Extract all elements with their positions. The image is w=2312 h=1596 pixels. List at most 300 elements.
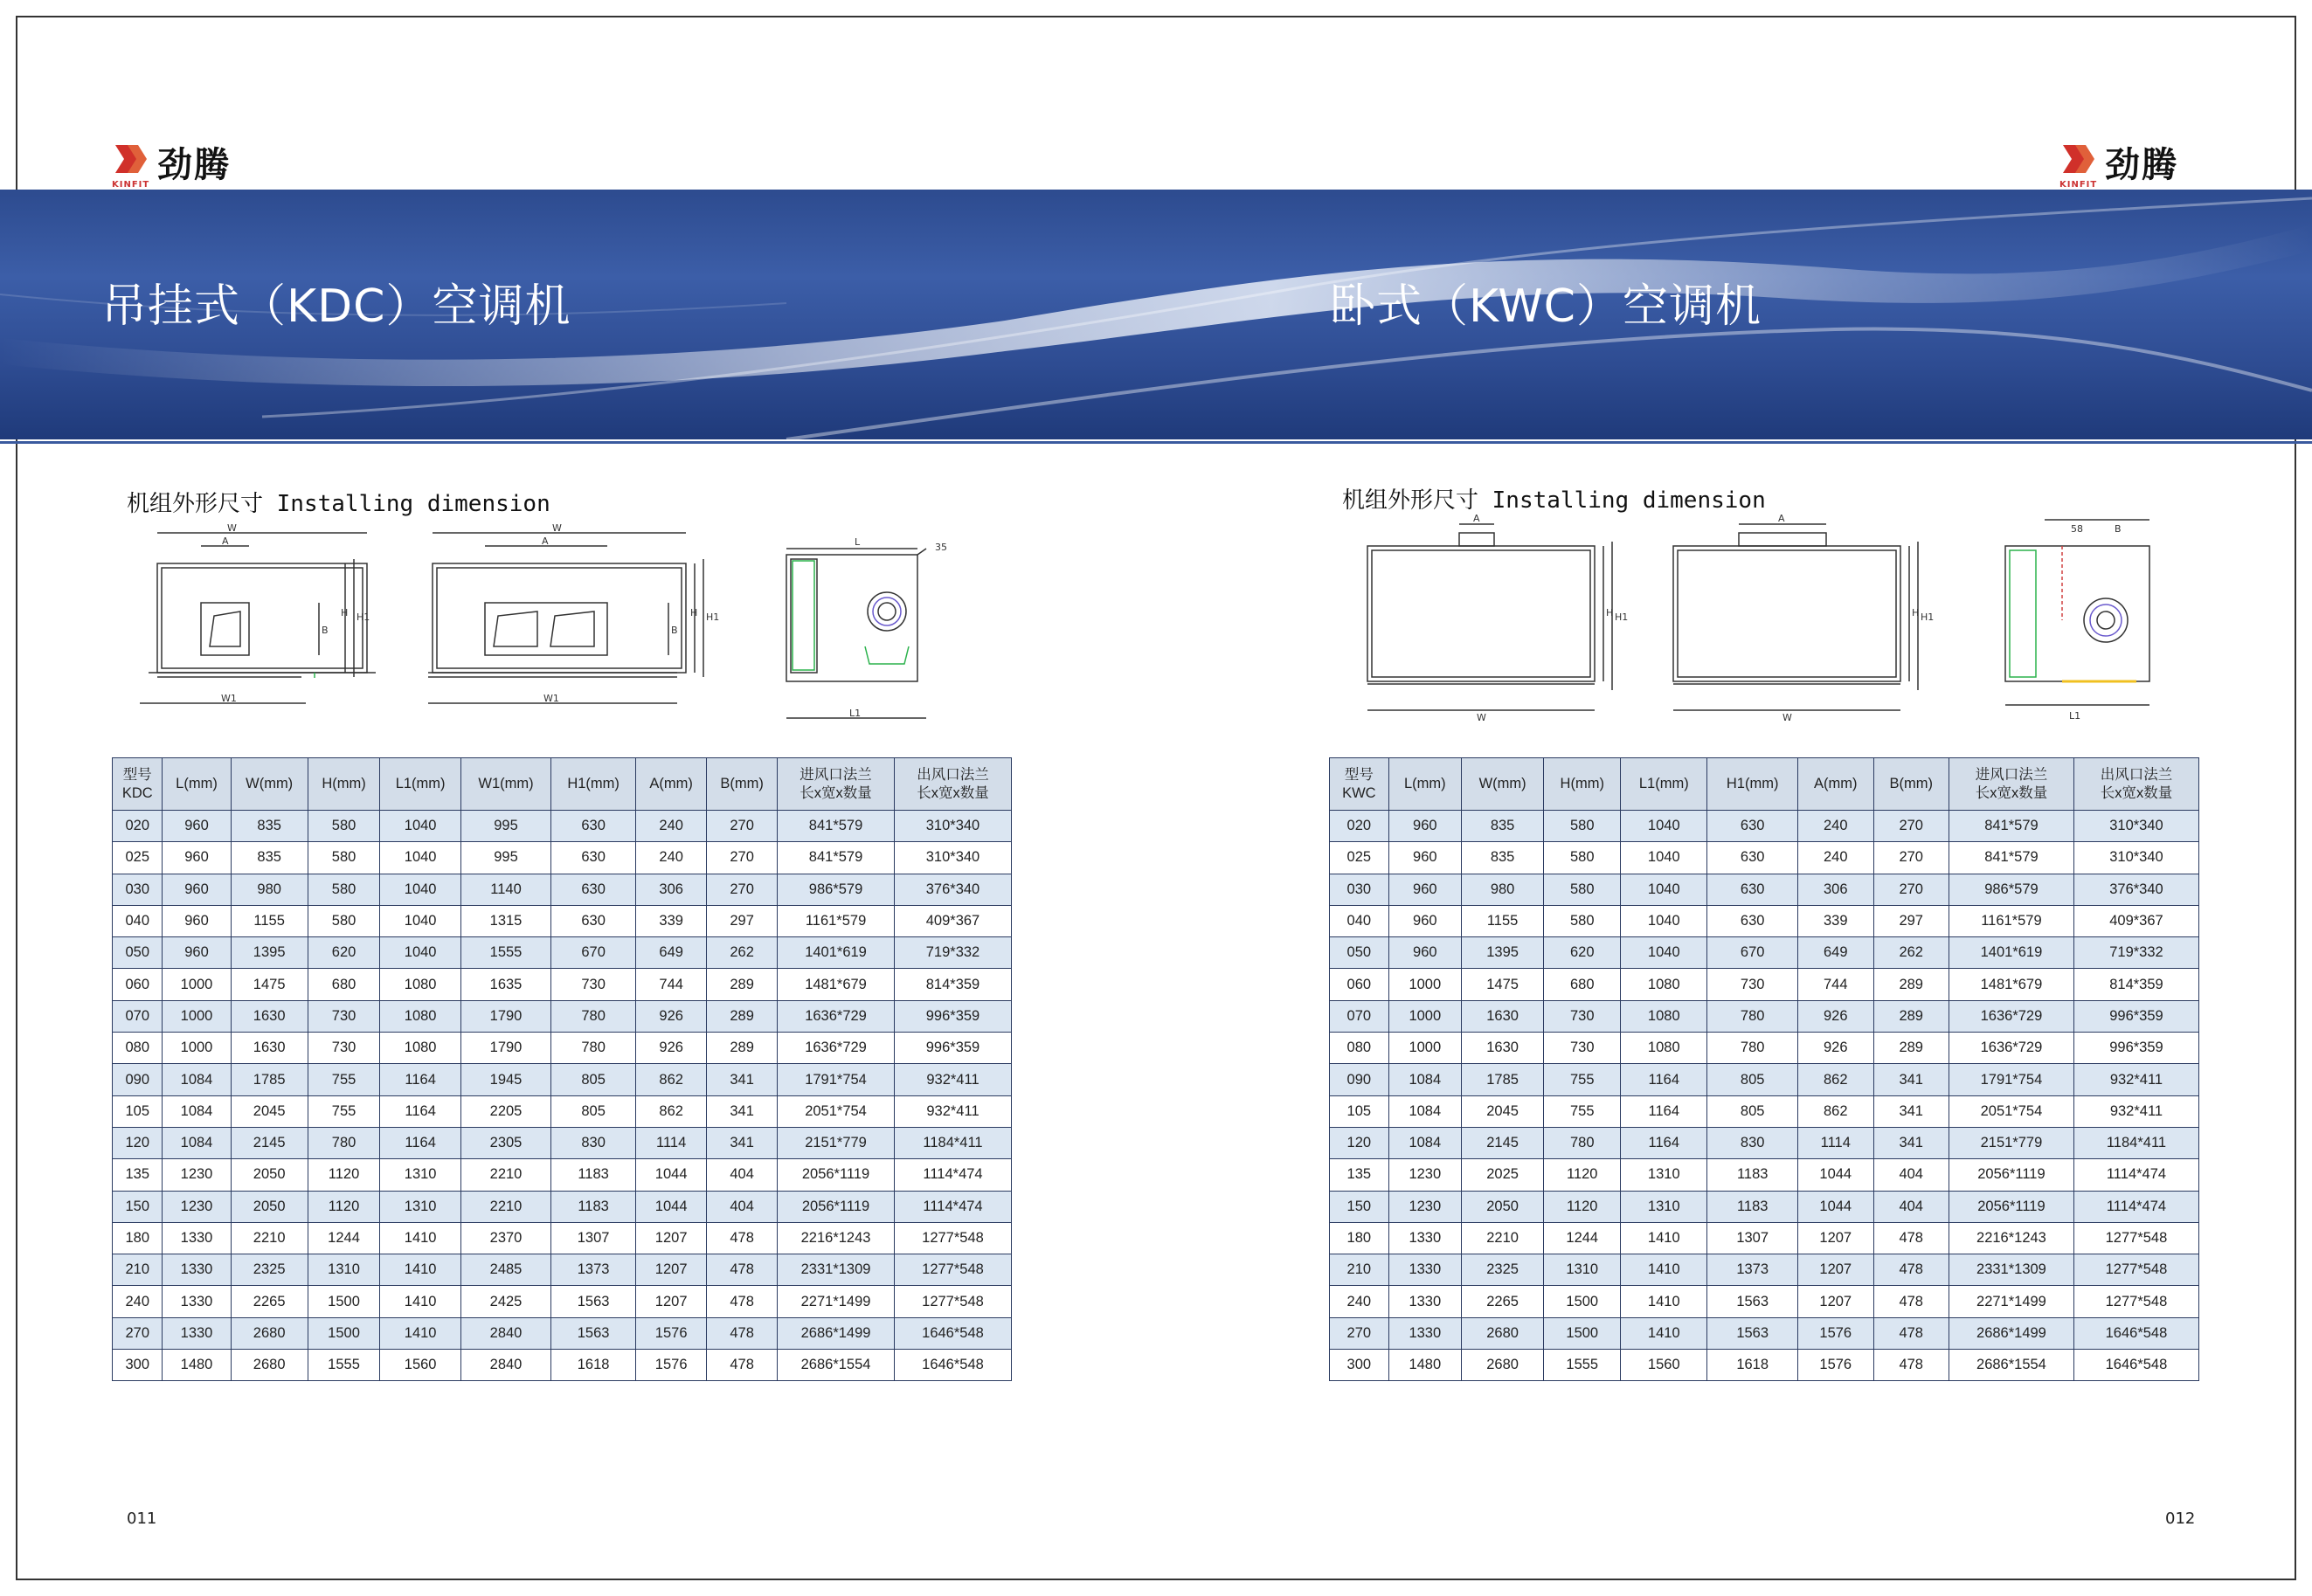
table-cell: 1646*548 — [2073, 1350, 2198, 1381]
table-header-cell: L1(mm) — [380, 758, 461, 811]
table-cell: 289 — [1873, 1033, 1949, 1064]
table-cell: 862 — [636, 1095, 707, 1127]
table-cell: 210 — [113, 1254, 163, 1286]
table-cell: 1785 — [231, 1064, 308, 1095]
table-cell: 478 — [707, 1350, 778, 1381]
table-cell: 1630 — [1461, 1000, 1543, 1032]
table-cell: 060 — [113, 969, 163, 1000]
table-cell: 744 — [636, 969, 707, 1000]
table-cell: 932*411 — [895, 1095, 1012, 1127]
table-cell: 2325 — [1461, 1254, 1543, 1286]
table-row — [113, 905, 1012, 936]
table-cell: 1330 — [163, 1222, 231, 1254]
table-cell: 135 — [113, 1159, 163, 1191]
right-page-number: 012 — [2165, 1510, 2196, 1528]
kdc-spec-table — [112, 757, 1012, 1381]
table-cell: 1044 — [1798, 1191, 1873, 1222]
table-cell: 995 — [461, 811, 551, 842]
table-cell: 1646*548 — [2073, 1317, 2198, 1349]
table-header-cell: H(mm) — [1544, 758, 1621, 811]
table-cell: 1307 — [1707, 1222, 1798, 1254]
table-cell: 2025 — [1461, 1159, 1543, 1191]
table-row — [113, 1254, 1012, 1286]
table-cell: 2680 — [1461, 1317, 1543, 1349]
table-cell: 1480 — [1388, 1350, 1461, 1381]
table-cell: 1310 — [1544, 1254, 1621, 1286]
table-cell: 814*359 — [2073, 969, 2198, 1000]
table-row — [113, 1033, 1012, 1064]
table-cell: 1230 — [1388, 1159, 1461, 1191]
dim-w-label: W — [1477, 712, 1486, 723]
table-cell: 1277*548 — [895, 1286, 1012, 1317]
table-cell: 2056*1119 — [778, 1159, 895, 1191]
table-cell: 1080 — [380, 1033, 461, 1064]
brand-sub: KINFIT — [112, 180, 150, 190]
table-cell: 980 — [1461, 874, 1543, 905]
table-cell: 805 — [551, 1095, 636, 1127]
table-cell: 080 — [113, 1033, 163, 1064]
table-cell: 1080 — [1621, 1000, 1707, 1032]
table-row — [113, 811, 1012, 842]
table-cell: 580 — [1544, 874, 1621, 905]
table-cell: 1000 — [1388, 1000, 1461, 1032]
table-cell: 960 — [1388, 842, 1461, 874]
table-cell: 289 — [1873, 1000, 1949, 1032]
table-cell: 1040 — [1621, 811, 1707, 842]
table-cell: 1310 — [380, 1191, 461, 1222]
left-section-title: 机组外形尺寸 Installing dimension — [127, 491, 550, 517]
banner-underline — [0, 441, 2312, 444]
table-cell: 2331*1309 — [1949, 1254, 2073, 1286]
table-cell: 2045 — [1461, 1095, 1543, 1127]
table-cell: 270 — [113, 1317, 163, 1349]
table-header-cell: 型号 KWC — [1330, 758, 1389, 811]
table-cell: 1183 — [551, 1159, 636, 1191]
table-cell: 1230 — [1388, 1191, 1461, 1222]
left-page-title: 吊挂式（KDC）空调机 — [101, 280, 571, 333]
table-cell: 1040 — [1621, 842, 1707, 874]
table-row — [1330, 1222, 2199, 1254]
dim-58-label: 58 — [2071, 523, 2083, 535]
table-cell: 1790 — [461, 1033, 551, 1064]
table-cell: 306 — [1798, 874, 1873, 905]
table-cell: 1230 — [163, 1191, 231, 1222]
table-cell: 960 — [1388, 811, 1461, 842]
table-row — [113, 1191, 1012, 1222]
table-cell: 2151*779 — [1949, 1127, 2073, 1158]
table-cell: 630 — [1707, 842, 1798, 874]
table-cell: 1277*548 — [895, 1254, 1012, 1286]
table-cell: 270 — [707, 874, 778, 905]
table-cell: 1164 — [1621, 1095, 1707, 1127]
table-cell: 1183 — [1707, 1191, 1798, 1222]
table-header-cell: H1(mm) — [551, 758, 636, 811]
table-cell: 2425 — [461, 1286, 551, 1317]
table-cell: 341 — [707, 1064, 778, 1095]
table-cell: 1184*411 — [895, 1127, 1012, 1158]
table-cell: 240 — [1798, 842, 1873, 874]
table-cell: 300 — [1330, 1350, 1389, 1381]
table-cell: 1330 — [163, 1254, 231, 1286]
table-header-cell: W(mm) — [1461, 758, 1543, 811]
table-row — [1330, 969, 2199, 1000]
table-cell: 2485 — [461, 1254, 551, 1286]
table-row — [113, 1222, 1012, 1254]
table-cell: 841*579 — [1949, 842, 2073, 874]
table-row — [1330, 1064, 2199, 1095]
table-cell: 1636*729 — [1949, 1000, 2073, 1032]
table-cell: 835 — [231, 811, 308, 842]
table-cell: 932*411 — [2073, 1095, 2198, 1127]
table-header-cell: W1(mm) — [461, 758, 551, 811]
table-cell: 1164 — [380, 1127, 461, 1158]
table-header-cell: H(mm) — [308, 758, 379, 811]
table-cell: 1500 — [308, 1317, 379, 1349]
table-cell: 2325 — [231, 1254, 308, 1286]
table-cell: 1040 — [1621, 905, 1707, 936]
table-cell: 341 — [707, 1127, 778, 1158]
table-cell: 1184*411 — [2073, 1127, 2198, 1158]
kdc-dimension-drawings — [131, 524, 961, 734]
table-cell: 1230 — [163, 1159, 231, 1191]
table-cell: 1183 — [551, 1191, 636, 1222]
table-cell: 1080 — [380, 969, 461, 1000]
table-cell: 862 — [636, 1064, 707, 1095]
table-cell: 2680 — [231, 1317, 308, 1349]
table-cell: 960 — [163, 811, 231, 842]
table-cell: 270 — [1330, 1317, 1389, 1349]
table-cell: 1576 — [636, 1317, 707, 1349]
table-cell: 105 — [113, 1095, 163, 1127]
table-cell: 341 — [707, 1095, 778, 1127]
brand-name: 劲腾 — [2105, 144, 2178, 185]
table-cell: 310*340 — [895, 811, 1012, 842]
dim-w1-label: W1 — [221, 693, 237, 704]
table-cell: 2686*1554 — [1949, 1350, 2073, 1381]
table-cell: 1084 — [163, 1095, 231, 1127]
table-row — [1330, 1350, 2199, 1381]
table-cell: 1410 — [1621, 1317, 1707, 1349]
dim-w1-label: W1 — [543, 693, 559, 704]
table-cell: 995 — [461, 842, 551, 874]
table-cell: 1207 — [1798, 1286, 1873, 1317]
table-cell: 1084 — [1388, 1127, 1461, 1158]
table-cell: 1120 — [308, 1191, 379, 1222]
table-cell: 630 — [1707, 811, 1798, 842]
table-cell: 240 — [636, 811, 707, 842]
table-cell: 1080 — [1621, 1033, 1707, 1064]
table-cell: 1040 — [1621, 937, 1707, 969]
table-cell: 960 — [163, 842, 231, 874]
table-cell: 1307 — [551, 1222, 636, 1254]
table-cell: 1207 — [636, 1222, 707, 1254]
table-cell: 780 — [308, 1127, 379, 1158]
table-cell: 1330 — [1388, 1317, 1461, 1349]
table-cell: 2210 — [1461, 1222, 1543, 1254]
table-cell: 1183 — [1707, 1159, 1798, 1191]
table-row — [113, 1000, 1012, 1032]
dim-l1-label: L1 — [2069, 710, 2081, 722]
table-header-cell: 型号 KDC — [113, 758, 163, 811]
table-cell: 1618 — [551, 1350, 636, 1381]
table-cell: 1310 — [308, 1254, 379, 1286]
table-cell: 2265 — [1461, 1286, 1543, 1317]
table-cell: 478 — [1873, 1350, 1949, 1381]
table-cell: 289 — [1873, 969, 1949, 1000]
table-cell: 310*340 — [2073, 842, 2198, 874]
table-row — [1330, 1000, 2199, 1032]
table-cell: 270 — [1873, 842, 1949, 874]
table-header-cell: W(mm) — [231, 758, 308, 811]
table-cell: 580 — [1544, 905, 1621, 936]
table-cell: 2686*1499 — [1949, 1317, 2073, 1349]
table-row — [1330, 1127, 2199, 1158]
table-cell: 1315 — [461, 905, 551, 936]
table-cell: 150 — [113, 1191, 163, 1222]
table-cell: 289 — [707, 969, 778, 1000]
table-cell: 262 — [707, 937, 778, 969]
table-cell: 1000 — [163, 969, 231, 1000]
table-cell: 630 — [1707, 874, 1798, 905]
table-cell: 805 — [1707, 1064, 1798, 1095]
table-cell: 1500 — [1544, 1286, 1621, 1317]
table-cell: 376*340 — [2073, 874, 2198, 905]
table-cell: 580 — [308, 842, 379, 874]
table-cell: 670 — [1707, 937, 1798, 969]
dim-h-label: H — [1606, 607, 1614, 618]
table-cell: 680 — [1544, 969, 1621, 1000]
table-cell: 1084 — [1388, 1064, 1461, 1095]
table-cell: 090 — [113, 1064, 163, 1095]
table-cell: 1161*579 — [778, 905, 895, 936]
table-cell: 1560 — [380, 1350, 461, 1381]
table-cell: 1636*729 — [778, 1033, 895, 1064]
table-cell: 1084 — [163, 1064, 231, 1095]
table-cell: 996*359 — [895, 1000, 1012, 1032]
table-cell: 180 — [113, 1222, 163, 1254]
dim-l-label: L — [855, 536, 861, 548]
table-cell: 2051*754 — [1949, 1095, 2073, 1127]
table-cell: 960 — [163, 874, 231, 905]
table-cell: 2265 — [231, 1286, 308, 1317]
kwc-spec-table — [1329, 757, 2199, 1381]
table-cell: 730 — [308, 1000, 379, 1032]
kwc-dimension-drawings — [1346, 511, 2176, 725]
table-cell: 1040 — [380, 905, 461, 936]
dim-l1-label: L1 — [849, 708, 862, 719]
table-cell: 020 — [113, 811, 163, 842]
table-cell: 926 — [636, 1033, 707, 1064]
table-header-cell: 出风口法兰 长x宽x数量 — [2073, 758, 2198, 811]
dim-h1-label: H1 — [706, 611, 720, 623]
table-header-cell: 出风口法兰 长x宽x数量 — [895, 758, 1012, 811]
table-cell: 755 — [1544, 1095, 1621, 1127]
brand-sub: KINFIT — [2059, 180, 2098, 190]
table-row — [113, 969, 1012, 1000]
table-cell: 2271*1499 — [1949, 1286, 2073, 1317]
table-cell: 080 — [1330, 1033, 1389, 1064]
table-cell: 025 — [1330, 842, 1389, 874]
table-cell: 744 — [1798, 969, 1873, 1000]
table-cell: 150 — [1330, 1191, 1389, 1222]
table-cell: 805 — [551, 1064, 636, 1095]
table-cell: 289 — [707, 1000, 778, 1032]
table-cell: 409*367 — [2073, 905, 2198, 936]
table-cell: 932*411 — [2073, 1064, 2198, 1095]
table-cell: 1410 — [380, 1222, 461, 1254]
table-cell: 478 — [1873, 1317, 1949, 1349]
table-cell: 1140 — [461, 874, 551, 905]
table-cell: 2840 — [461, 1317, 551, 1349]
table-cell: 926 — [636, 1000, 707, 1032]
table-cell: 1277*548 — [2073, 1286, 2198, 1317]
table-header-cell: H1(mm) — [1707, 758, 1798, 811]
table-cell: 1785 — [1461, 1064, 1543, 1095]
table-cell: 960 — [1388, 937, 1461, 969]
dim-b-label: B — [322, 625, 329, 636]
table-row — [113, 1127, 1012, 1158]
table-row — [113, 1317, 1012, 1349]
dim-a-label: A — [542, 535, 549, 547]
table-row — [1330, 1286, 2199, 1317]
table-cell: 1164 — [380, 1095, 461, 1127]
table-cell: 310*340 — [2073, 811, 2198, 842]
table-cell: 1791*754 — [1949, 1064, 2073, 1095]
table-cell: 1207 — [636, 1286, 707, 1317]
table-cell: 240 — [636, 842, 707, 874]
table-cell: 2305 — [461, 1127, 551, 1158]
brand-name: 劲腾 — [157, 144, 231, 185]
table-header-cell: L(mm) — [1388, 758, 1461, 811]
table-cell: 960 — [163, 905, 231, 936]
table-cell: 841*579 — [778, 842, 895, 874]
table-cell: 1500 — [308, 1286, 379, 1317]
table-cell: 755 — [1544, 1064, 1621, 1095]
table-cell: 1555 — [1544, 1350, 1621, 1381]
table-cell: 841*579 — [1949, 811, 2073, 842]
table-cell: 630 — [551, 842, 636, 874]
table-cell: 580 — [308, 811, 379, 842]
table-cell: 780 — [551, 1000, 636, 1032]
table-cell: 630 — [551, 811, 636, 842]
table-cell: 1410 — [1621, 1254, 1707, 1286]
table-cell: 270 — [1873, 811, 1949, 842]
table-cell: 1114*474 — [2073, 1191, 2198, 1222]
table-cell: 780 — [1707, 1033, 1798, 1064]
table-cell: 932*411 — [895, 1064, 1012, 1095]
dim-w-label: W — [552, 524, 562, 534]
table-cell: 2050 — [231, 1159, 308, 1191]
table-cell: 1945 — [461, 1064, 551, 1095]
table-header-cell: L(mm) — [163, 758, 231, 811]
table-cell: 2216*1243 — [1949, 1222, 2073, 1254]
table-cell: 2686*1554 — [778, 1350, 895, 1381]
dim-b-label: B — [671, 625, 678, 636]
table-cell: 1040 — [380, 842, 461, 874]
table-cell: 1080 — [380, 1000, 461, 1032]
table-cell: 1563 — [551, 1286, 636, 1317]
table-cell: 1114 — [1798, 1127, 1873, 1158]
table-cell: 719*332 — [2073, 937, 2198, 969]
table-row — [1330, 905, 2199, 936]
table-cell: 680 — [308, 969, 379, 1000]
table-cell: 649 — [1798, 937, 1873, 969]
table-cell: 2145 — [1461, 1127, 1543, 1158]
table-cell: 814*359 — [895, 969, 1012, 1000]
table-cell: 1000 — [163, 1033, 231, 1064]
table-cell: 780 — [1544, 1127, 1621, 1158]
table-cell: 1646*548 — [895, 1317, 1012, 1349]
table-cell: 1563 — [1707, 1317, 1798, 1349]
table-cell: 2045 — [231, 1095, 308, 1127]
table-cell: 478 — [707, 1254, 778, 1286]
table-cell: 404 — [1873, 1191, 1949, 1222]
table-row — [113, 937, 1012, 969]
table-cell: 2056*1119 — [778, 1191, 895, 1222]
table-cell: 1207 — [1798, 1222, 1873, 1254]
table-cell: 996*359 — [895, 1033, 1012, 1064]
table-cell: 730 — [1544, 1033, 1621, 1064]
table-row — [1330, 1191, 2199, 1222]
table-cell: 630 — [551, 905, 636, 936]
table-cell: 960 — [1388, 905, 1461, 936]
brand-logo-left — [112, 131, 231, 192]
table-cell: 1244 — [308, 1222, 379, 1254]
dim-a-label: A — [1473, 513, 1480, 524]
table-cell: 780 — [1707, 1000, 1798, 1032]
table-cell: 030 — [1330, 874, 1389, 905]
table-cell: 1114*474 — [2073, 1159, 2198, 1191]
table-cell: 835 — [231, 842, 308, 874]
dim-h1-label: H1 — [356, 611, 370, 623]
table-cell: 1576 — [1798, 1317, 1873, 1349]
table-cell: 630 — [551, 874, 636, 905]
table-cell: 2680 — [1461, 1350, 1543, 1381]
table-cell: 1576 — [1798, 1350, 1873, 1381]
table-cell: 1040 — [380, 937, 461, 969]
table-cell: 986*579 — [1949, 874, 2073, 905]
table-cell: 719*332 — [895, 937, 1012, 969]
table-row — [1330, 811, 2199, 842]
table-cell: 1410 — [380, 1254, 461, 1286]
table-cell: 2210 — [461, 1159, 551, 1191]
table-cell: 1277*548 — [895, 1222, 1012, 1254]
table-cell: 289 — [707, 1033, 778, 1064]
table-cell: 030 — [113, 874, 163, 905]
table-cell: 341 — [1873, 1127, 1949, 1158]
table-cell: 996*359 — [2073, 1033, 2198, 1064]
table-cell: 270 — [707, 811, 778, 842]
table-cell: 1120 — [1544, 1159, 1621, 1191]
table-cell: 240 — [113, 1286, 163, 1317]
table-cell: 1207 — [636, 1254, 707, 1286]
table-cell: 1555 — [308, 1350, 379, 1381]
table-cell: 1410 — [1621, 1286, 1707, 1317]
table-cell: 960 — [163, 937, 231, 969]
table-cell: 210 — [1330, 1254, 1389, 1286]
table-cell: 478 — [1873, 1286, 1949, 1317]
table-cell: 2331*1309 — [778, 1254, 895, 1286]
table-cell: 2686*1499 — [778, 1317, 895, 1349]
table-cell: 996*359 — [2073, 1000, 2198, 1032]
table-cell: 2051*754 — [778, 1095, 895, 1127]
table-header-cell: 进风口法兰 长x宽x数量 — [778, 758, 895, 811]
dim-h1-label: H1 — [1921, 611, 1935, 623]
table-cell: 1618 — [1707, 1350, 1798, 1381]
table-cell: 1120 — [1544, 1191, 1621, 1222]
table-cell: 1791*754 — [778, 1064, 895, 1095]
table-cell: 1563 — [551, 1317, 636, 1349]
